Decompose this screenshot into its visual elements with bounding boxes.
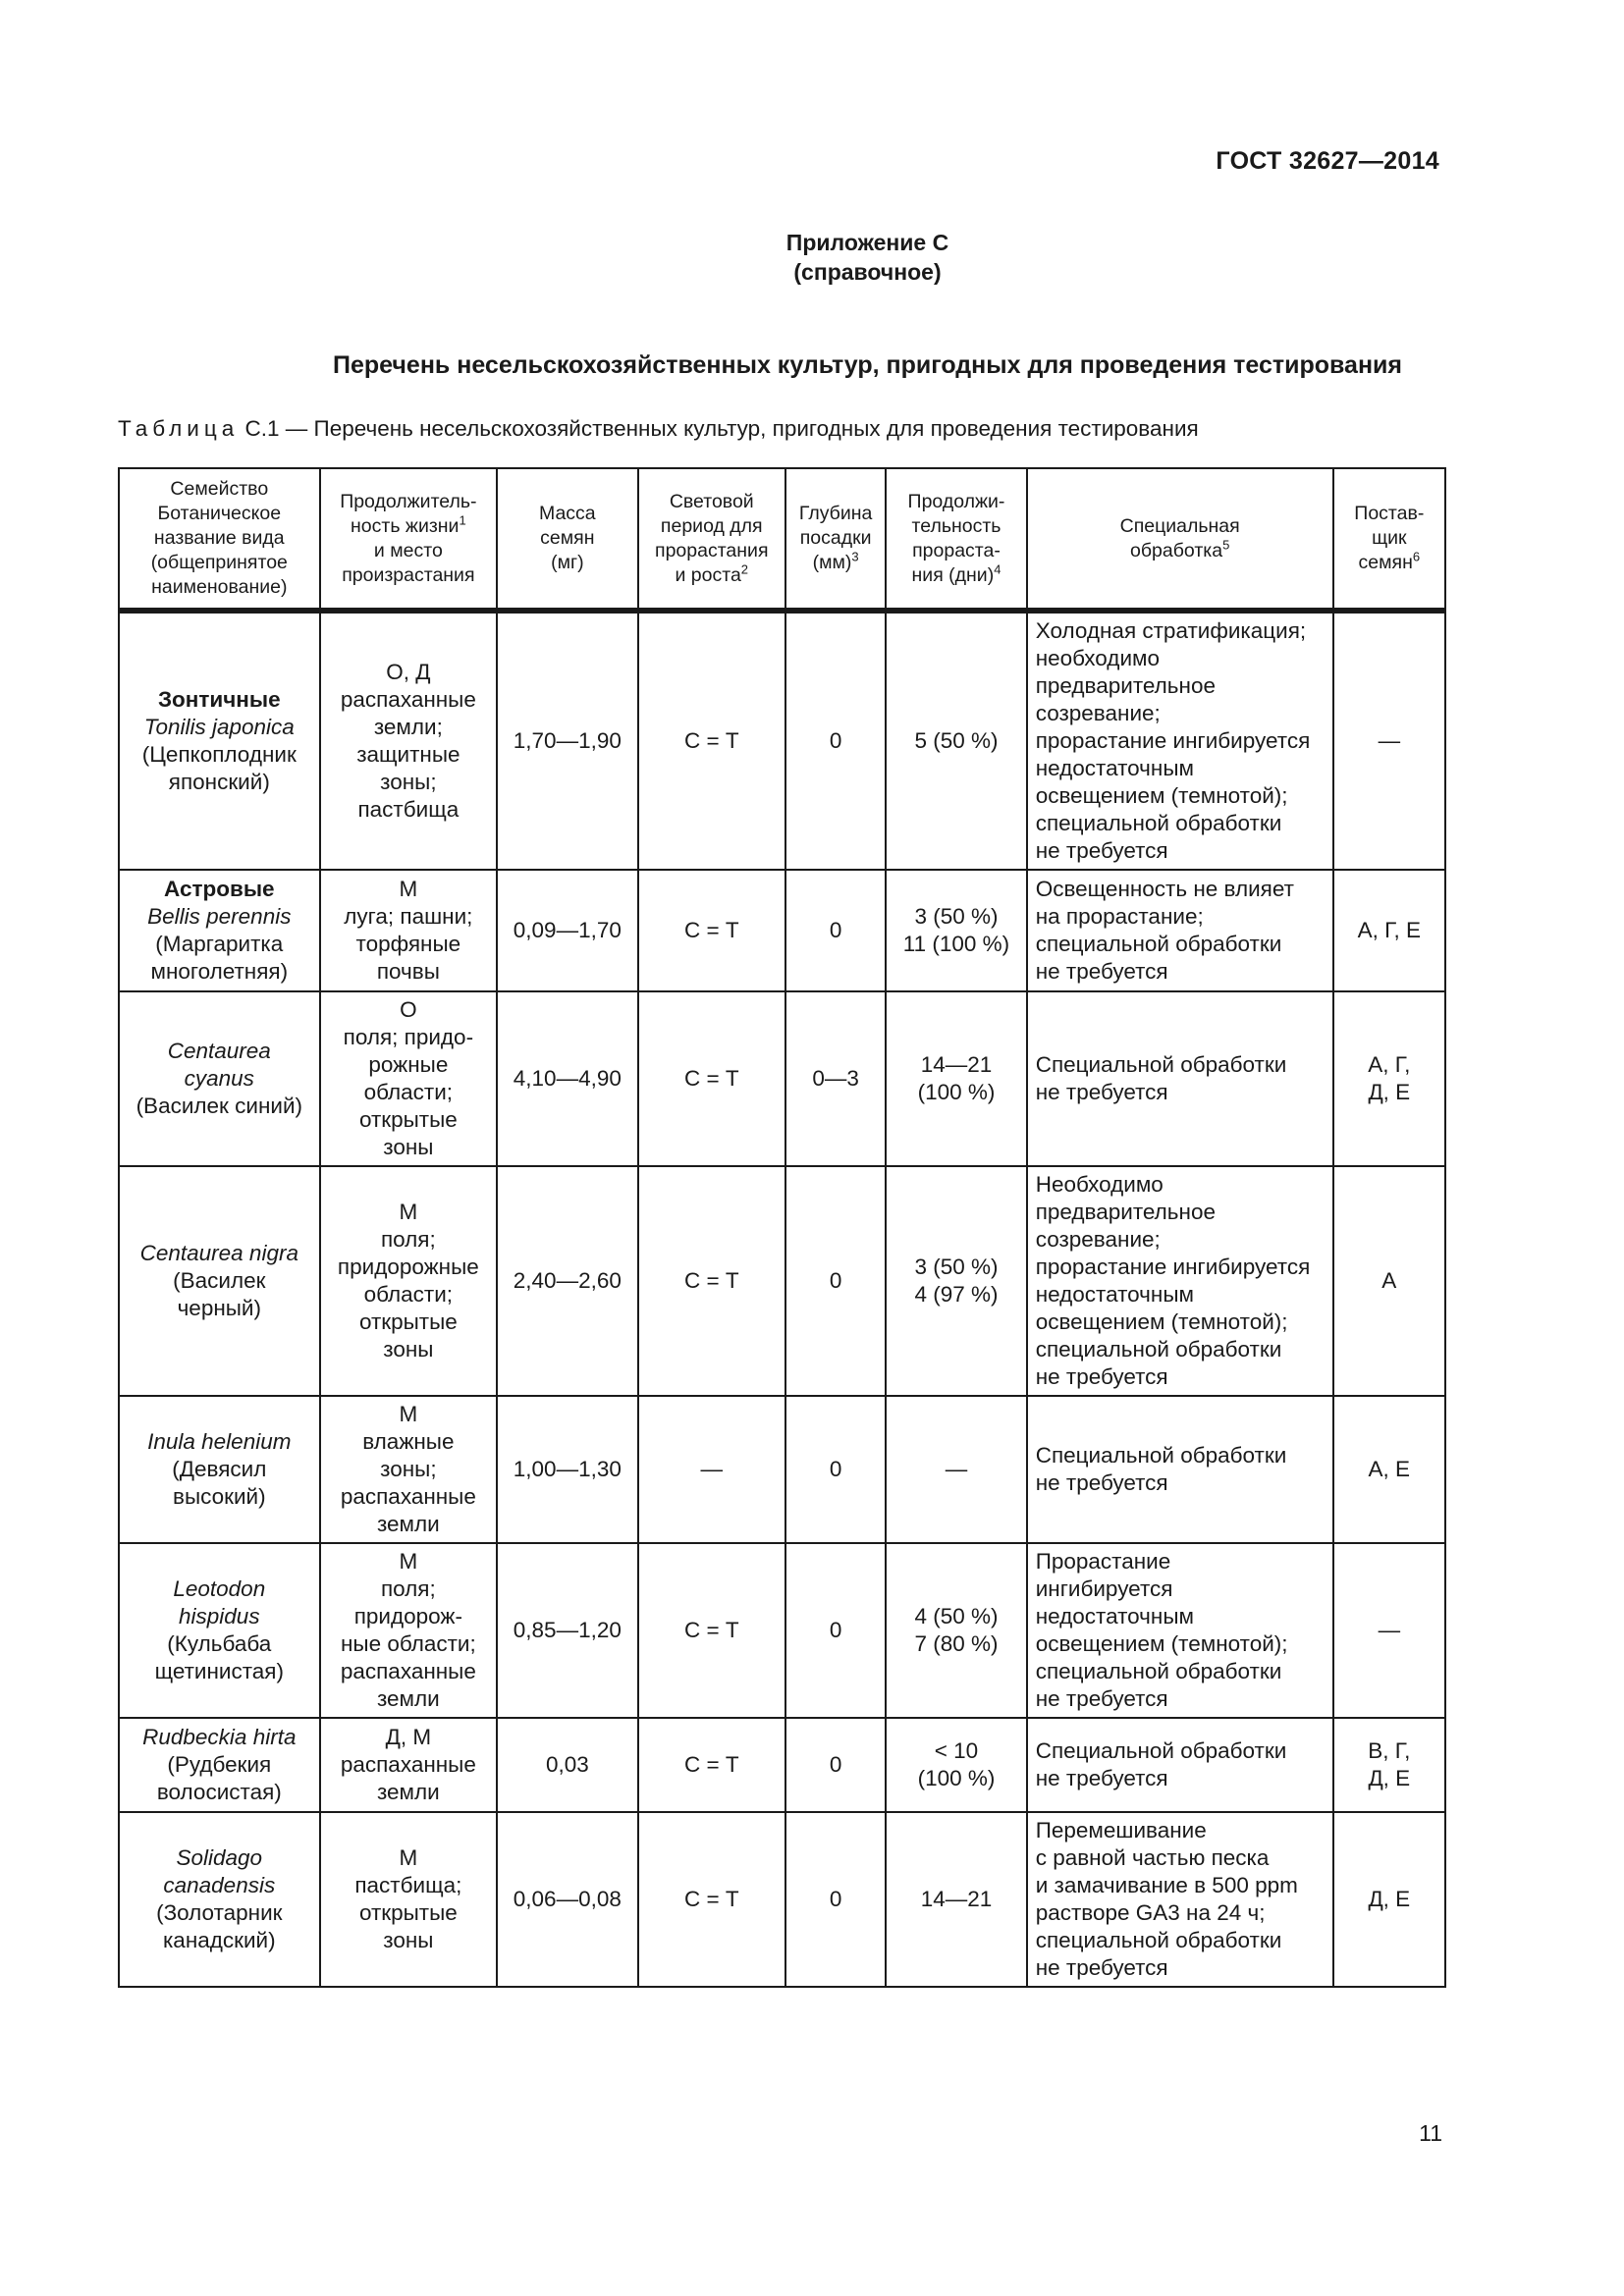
supplier-line: А, Г, [1368, 1052, 1411, 1077]
treatment-line: специальной обработки [1035, 1659, 1282, 1683]
column-header-text: наименование) [151, 576, 288, 598]
life-habitat-line: влажные [362, 1429, 455, 1454]
light-period-cell: С = Т [638, 1166, 785, 1396]
column-header-line [502, 551, 632, 575]
supplier-line: А, Г, Е [1357, 918, 1422, 942]
supplier-cell [1333, 1543, 1445, 1718]
common-name-line: черный) [177, 1296, 261, 1320]
column-header-text: Световой [669, 490, 754, 512]
treatment-line: Холодная стратификация; [1035, 618, 1307, 643]
germination-cell [886, 611, 1026, 870]
treatment-line: необходимо [1035, 646, 1160, 670]
common-name-line: высокий) [172, 1484, 266, 1509]
species-cell [119, 870, 320, 991]
depth-cell: 0—3 [785, 991, 886, 1166]
light-period-cell: С = Т [638, 991, 785, 1166]
treatment-line: на прорастание; [1035, 904, 1204, 929]
life-habitat-line: открытые [358, 1900, 458, 1925]
treatment-line: созревание; [1035, 1227, 1161, 1252]
life-cell [320, 1166, 498, 1396]
life-habitat-line: М [399, 877, 418, 901]
common-name-line: японский) [168, 770, 270, 794]
column-header-text: произрастания [342, 563, 475, 586]
supplier-line: А, Е [1368, 1457, 1411, 1481]
common-name-line: волосистая) [156, 1780, 282, 1804]
treatment-cell [1027, 991, 1333, 1166]
life-habitat-line: торфяные [355, 932, 461, 956]
column-header-text: щик [1372, 527, 1407, 549]
depth-cell: 0 [785, 1543, 886, 1718]
column-header [785, 468, 886, 611]
page-title [0, 351, 1624, 380]
column-header [886, 468, 1026, 611]
supplier-cell [1333, 611, 1445, 870]
supplier-line: — [1378, 728, 1401, 753]
column-header-text: Продолжи- [907, 490, 1005, 512]
life-habitat-line: рожные [368, 1052, 449, 1077]
column-header-line [891, 563, 1021, 588]
table-header-row [119, 468, 1445, 611]
column-header-line [124, 502, 315, 526]
column-header-line [790, 551, 881, 575]
column-header-text: и роста [675, 563, 741, 586]
species-cell [119, 611, 320, 870]
common-name-line: (Цепкоплодник [141, 742, 297, 767]
life-habitat-line: зоны [383, 1135, 434, 1159]
life-habitat-line: зоны [383, 1337, 434, 1362]
treatment-line: недостаточным [1035, 756, 1194, 780]
depth-cell: 0 [785, 1718, 886, 1812]
life-habitat-line: области; [363, 1282, 454, 1307]
life-cell [320, 1718, 498, 1812]
treatment-line: освещением (темнотой); [1035, 1309, 1288, 1334]
column-header-line [643, 539, 781, 563]
family-name: Астровые [164, 877, 275, 901]
treatment-line: специальной обработки [1035, 1337, 1282, 1362]
supplier-line: Д, Е [1368, 1080, 1411, 1104]
life-habitat-line: Д, М [385, 1725, 432, 1749]
life-cell [320, 1812, 498, 1987]
life-habitat-line: открытые [358, 1309, 458, 1334]
column-header-text: ность жизни [351, 514, 460, 537]
life-habitat-line: пастбища; [354, 1873, 462, 1897]
treatment-line: прорастание ингибируется [1035, 1255, 1311, 1279]
life-habitat-line: земли [376, 1512, 440, 1536]
column-header-line [325, 539, 493, 563]
life-habitat-line: М [399, 1200, 418, 1224]
species-cell [119, 1812, 320, 1987]
germination-line: (100 %) [917, 1766, 996, 1790]
treatment-cell [1027, 1718, 1333, 1812]
column-header-text: Постав- [1354, 503, 1425, 524]
treatment-line: с равной частью песка [1035, 1845, 1270, 1870]
life-habitat-line: зоны; [380, 770, 437, 794]
supplier-line: Д, Е [1368, 1887, 1411, 1911]
treatment-cell [1027, 611, 1333, 870]
treatment-cell [1027, 870, 1333, 991]
footnote-ref: 4 [994, 561, 1001, 576]
treatment-line: Освещенность не влияет [1035, 877, 1294, 901]
table-row [119, 611, 1445, 870]
life-cell [320, 991, 498, 1166]
supplier-line: В, Г, [1368, 1738, 1411, 1763]
life-cell [320, 611, 498, 870]
seed-mass-cell: 1,70—1,90 [497, 611, 637, 870]
life-habitat-line: почвы [376, 959, 440, 984]
life-cell [320, 1543, 498, 1718]
column-header-line [1032, 539, 1328, 563]
treatment-line: освещением (темнотой); [1035, 783, 1288, 808]
germination-line: 4 (97 %) [914, 1282, 999, 1307]
column-header-text: Ботаническое [157, 503, 282, 524]
germination-cell [886, 1543, 1026, 1718]
column-header-text: семян [1358, 552, 1413, 573]
column-header-text: и место [373, 539, 443, 561]
latin-name: Rudbeckia hirta [142, 1725, 297, 1749]
column-header-line [325, 563, 493, 588]
table-caption [118, 416, 1199, 442]
treatment-cell [1027, 1812, 1333, 1987]
supplier-cell [1333, 1396, 1445, 1543]
column-header-text: название вида [153, 527, 285, 549]
supplier-cell [1333, 1718, 1445, 1812]
species-cell [119, 1718, 320, 1812]
table-row [119, 870, 1445, 991]
column-header-line [643, 490, 781, 514]
column-header-line [124, 551, 315, 575]
life-habitat-line: зоны; [380, 1457, 437, 1481]
column-header-text: прорастания [655, 539, 769, 561]
column-header-text: (мг) [551, 552, 584, 573]
depth-cell: 0 [785, 1812, 886, 1987]
seed-mass-cell: 0,06—0,08 [497, 1812, 637, 1987]
seed-mass-cell: 0,03 [497, 1718, 637, 1812]
treatment-line: Специальной обработки [1035, 1443, 1287, 1468]
column-header-line [790, 502, 881, 526]
column-header-text: (общепринятое [150, 552, 288, 573]
column-header-line [1338, 551, 1440, 575]
seed-mass-cell: 1,00—1,30 [497, 1396, 637, 1543]
treatment-line: недостаточным [1035, 1282, 1194, 1307]
life-habitat-line: пастбища [357, 797, 460, 822]
life-habitat-line: зоны [383, 1928, 434, 1952]
seed-mass-cell: 0,85—1,20 [497, 1543, 637, 1718]
column-header-text: обработка [1130, 539, 1223, 561]
column-header-text: период для [660, 514, 763, 537]
life-habitat-line: земли [376, 1780, 440, 1804]
treatment-cell [1027, 1543, 1333, 1718]
treatment-line: предварительное [1035, 673, 1216, 698]
column-header-line [1338, 526, 1440, 551]
life-habitat-line: придорож- [353, 1604, 462, 1629]
light-period-cell: — [638, 1396, 785, 1543]
document-code: ГОСТ 32627—2014 [1216, 147, 1439, 175]
depth-cell: 0 [785, 870, 886, 991]
latin-name: Centaurea cyanus [167, 1039, 271, 1091]
life-habitat-line: поля; [380, 1576, 436, 1601]
column-header-line [643, 514, 781, 539]
column-header-line [790, 526, 881, 551]
light-period-cell: С = Т [638, 1543, 785, 1718]
column-header-line [325, 514, 493, 539]
germination-line: 4 (50 %) [914, 1604, 999, 1629]
footnote-ref: 2 [740, 561, 749, 576]
common-name-line: канадский) [162, 1928, 276, 1952]
common-name-line: (Маргаритка [155, 932, 284, 956]
seed-mass-cell: 2,40—2,60 [497, 1166, 637, 1396]
germination-line: 14—21 [920, 1052, 993, 1077]
life-habitat-line: защитные [356, 742, 460, 767]
life-habitat-line: луга; пашни; [344, 904, 473, 929]
germination-line: — [945, 1457, 968, 1481]
germination-line: 3 (50 %) [914, 1255, 999, 1279]
appendix-heading [0, 228, 1624, 287]
column-header-line [1032, 514, 1328, 539]
life-habitat-line: поля; придо- [343, 1025, 474, 1049]
life-habitat-line: О, Д [386, 660, 431, 684]
life-cell [320, 1396, 498, 1543]
germination-line: 14—21 [920, 1887, 993, 1911]
column-header-line [643, 563, 781, 588]
common-name-line: (Василек синий) [135, 1094, 303, 1118]
germination-cell [886, 1812, 1026, 1987]
depth-cell: 0 [785, 1396, 886, 1543]
germination-cell [886, 991, 1026, 1166]
treatment-line: недостаточным [1035, 1604, 1194, 1629]
table-caption-prefix: Таблица [118, 416, 240, 441]
table-body [119, 611, 1445, 1987]
treatment-line: освещением (темнотой); [1035, 1631, 1288, 1656]
table-row [119, 1543, 1445, 1718]
table-row [119, 1166, 1445, 1396]
treatment-line: не требуется [1035, 1470, 1168, 1495]
species-cell [119, 1396, 320, 1543]
table-caption-text: С.1 — Перечень несельскохозяйственных культур, пригодных для проведения тестирования [244, 416, 1199, 441]
life-habitat-line: распаханные [340, 687, 476, 712]
column-header-line [502, 526, 632, 551]
column-header [497, 468, 637, 611]
germination-line: 3 (50 %) [914, 904, 999, 929]
footnote-ref: 3 [851, 549, 859, 564]
column-header [119, 468, 320, 611]
common-name-line: (Кульбаба [167, 1631, 272, 1656]
life-habitat-line: М [399, 1549, 418, 1574]
seed-mass-cell: 0,09—1,70 [497, 870, 637, 991]
life-habitat-line: поля; [380, 1227, 436, 1252]
treatment-line: не требуется [1035, 1955, 1168, 1980]
germination-line: 7 (80 %) [914, 1631, 999, 1656]
treatment-line: специальной обработки [1035, 811, 1282, 835]
column-header-text: Продолжитель- [340, 490, 477, 512]
treatment-line: не требуется [1035, 959, 1168, 984]
life-cell [320, 870, 498, 991]
appendix-title: Приложение С [785, 230, 949, 255]
table-row [119, 1812, 1445, 1987]
appendix-type: (справочное) [793, 259, 942, 285]
page-number: 11 [1419, 2120, 1442, 2146]
column-header-text: Глубина [798, 503, 873, 524]
footnote-ref: 6 [1412, 549, 1421, 564]
treatment-cell [1027, 1166, 1333, 1396]
common-name-line: (Золотарник [156, 1900, 283, 1925]
germination-cell [886, 1166, 1026, 1396]
footnote-ref: 5 [1222, 537, 1230, 552]
treatment-line: не требуется [1035, 1364, 1168, 1389]
column-header-line [502, 502, 632, 526]
life-habitat-line: распаханные [340, 1659, 476, 1683]
supplier-line: — [1378, 1618, 1401, 1642]
latin-name: Centaurea nigra [139, 1241, 298, 1265]
latin-name: Tonilis japonica [143, 715, 295, 739]
column-header-text: тельность [911, 514, 1001, 537]
treatment-line: Прорастание [1035, 1549, 1171, 1574]
common-name-line: щетинистая) [154, 1659, 284, 1683]
latin-name: Bellis perennis [147, 904, 292, 929]
life-habitat-line: М [399, 1845, 418, 1870]
supplier-cell [1333, 991, 1445, 1166]
life-habitat-line: области; [363, 1080, 454, 1104]
germination-line: 11 (100 %) [902, 932, 1010, 956]
germination-line: 5 (50 %) [914, 728, 999, 753]
common-name-line: (Девясил [172, 1457, 267, 1481]
treatment-line: прорастание ингибируется [1035, 728, 1311, 753]
latin-name: Solidago canadensis [163, 1845, 276, 1897]
column-header-text: Специальная [1119, 514, 1240, 537]
common-name-line: многолетняя) [150, 959, 289, 984]
latin-name: Inula helenium [147, 1429, 292, 1454]
column-header-line [124, 575, 315, 600]
supplier-cell [1333, 1166, 1445, 1396]
depth-cell: 0 [785, 1166, 886, 1396]
column-header-line [325, 490, 493, 514]
treatment-line: Перемешивание [1035, 1818, 1207, 1842]
table-row [119, 1718, 1445, 1812]
life-habitat-line: О [400, 997, 417, 1022]
supplier-line: А [1381, 1268, 1397, 1293]
page-title-text: Перечень несельскохозяйственных культур, пригодных для проведения тестирования [332, 351, 1402, 379]
column-header-line [124, 526, 315, 551]
light-period-cell: С = Т [638, 1718, 785, 1812]
germination-cell [886, 1396, 1026, 1543]
species-table [118, 467, 1446, 1988]
germination-line: < 10 [934, 1738, 979, 1763]
life-habitat-line: М [399, 1402, 418, 1426]
common-name-line: (Василек [173, 1268, 266, 1293]
germination-cell [886, 870, 1026, 991]
species-cell [119, 1543, 320, 1718]
table-row [119, 991, 1445, 1166]
latin-name: Leotodon hispidus [173, 1576, 266, 1629]
column-header-text: (мм) [812, 552, 852, 573]
column-header-line [124, 477, 315, 502]
species-cell [119, 991, 320, 1166]
column-header-text: семян [540, 527, 595, 549]
column-header-text: посадки [799, 527, 872, 549]
life-habitat-line: придорожные [337, 1255, 479, 1279]
treatment-line: не требуется [1035, 838, 1168, 863]
treatment-line: созревание; [1035, 701, 1161, 725]
supplier-cell [1333, 1812, 1445, 1987]
light-period-cell: С = Т [638, 1812, 785, 1987]
column-header-line [1338, 502, 1440, 526]
column-header-text: Семейство [170, 478, 269, 500]
treatment-line: Специальной обработки [1035, 1052, 1287, 1077]
column-header [1027, 468, 1333, 611]
light-period-cell: С = Т [638, 611, 785, 870]
treatment-line: не требуется [1035, 1080, 1168, 1104]
column-header [1333, 468, 1445, 611]
species-cell [119, 1166, 320, 1396]
light-period-cell: С = Т [638, 870, 785, 991]
treatment-line: Необходимо [1035, 1172, 1164, 1197]
table-row [119, 1396, 1445, 1543]
column-header-line [891, 514, 1021, 539]
column-header-text: Масса [539, 503, 596, 524]
treatment-line: специальной обработки [1035, 932, 1282, 956]
seed-mass-cell: 4,10—4,90 [497, 991, 637, 1166]
supplier-line: Д, Е [1368, 1766, 1411, 1790]
column-header [638, 468, 785, 611]
treatment-cell [1027, 1396, 1333, 1543]
life-habitat-line: распаханные [340, 1484, 476, 1509]
treatment-line: Специальной обработки [1035, 1738, 1287, 1763]
life-habitat-line: распаханные [340, 1752, 476, 1777]
family-name: Зонтичные [157, 687, 281, 712]
life-habitat-line: открытые [358, 1107, 458, 1132]
column-header-line [891, 490, 1021, 514]
germination-cell [886, 1718, 1026, 1812]
treatment-line: не требуется [1035, 1766, 1168, 1790]
column-header-text: прораста- [912, 539, 1001, 561]
column-header-text: ния (дни) [911, 563, 995, 586]
life-habitat-line: земли [376, 1686, 440, 1711]
life-habitat-line: земли; [373, 715, 443, 739]
depth-cell: 0 [785, 611, 886, 870]
treatment-line: ингибируется [1035, 1576, 1173, 1601]
common-name-line: (Рудбекия [167, 1752, 272, 1777]
treatment-line: растворе GA3 на 24 ч; [1035, 1900, 1266, 1925]
supplier-cell [1333, 870, 1445, 991]
column-header-line [891, 539, 1021, 563]
treatment-line: специальной обработки [1035, 1928, 1282, 1952]
column-header [320, 468, 498, 611]
germination-line: (100 %) [917, 1080, 996, 1104]
treatment-line: предварительное [1035, 1200, 1216, 1224]
footnote-ref: 1 [459, 512, 466, 527]
treatment-line: не требуется [1035, 1686, 1168, 1711]
treatment-line: и замачивание в 500 ppm [1035, 1873, 1298, 1897]
life-habitat-line: ные области; [340, 1631, 476, 1656]
